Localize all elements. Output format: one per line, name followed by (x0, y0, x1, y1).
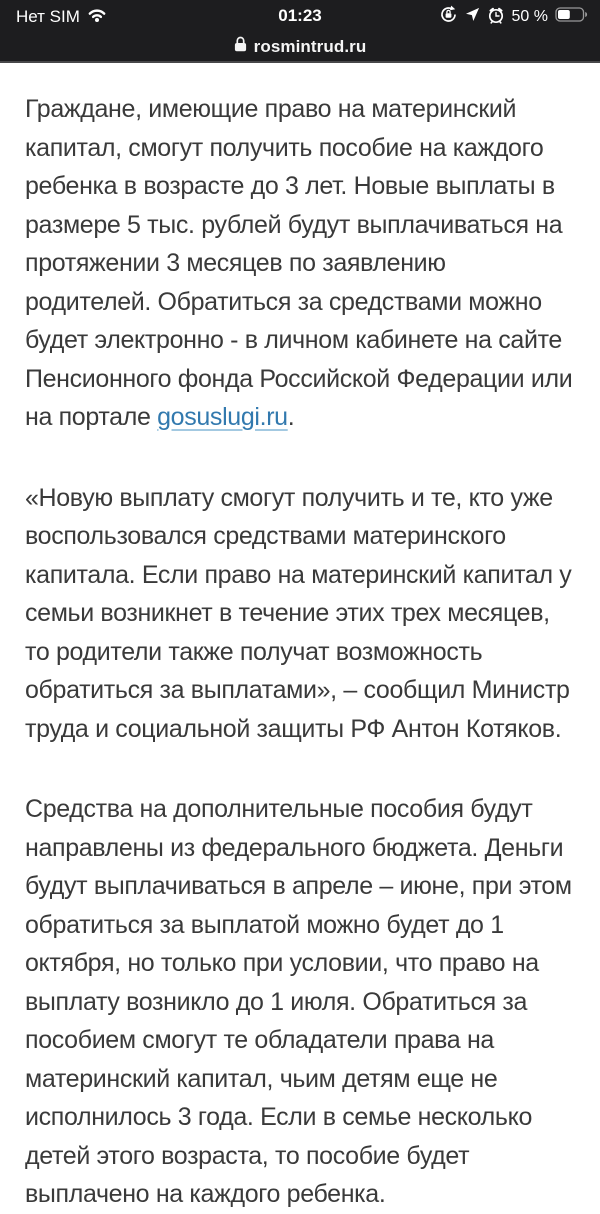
carrier-label: Нет SIM (16, 7, 80, 26)
battery-icon (555, 7, 588, 27)
paragraph-1-period: . (287, 403, 295, 431)
paragraph-2: «Новую выплату смогут получить и те, кто уже воспользовался средствами материнского капитала. Если право на материнский капитал у семьи возникнет в течение этих трех месяцев, то родители также получат возможность обратиться за выплатами», – сообщил Министр труда и социальной защиты РФ Антон Котяков. (25, 483, 572, 743)
status-bar (0, 0, 600, 32)
clock: 01:23 (278, 6, 322, 25)
alarm-clock-icon (487, 6, 505, 29)
wifi-icon (87, 7, 107, 27)
gosuslugi-link[interactable]: gosuslugi.ru (157, 403, 288, 431)
url-domain: rosmintrud.ru (253, 36, 367, 56)
location-arrow-icon (465, 7, 480, 27)
article-content (0, 63, 600, 1214)
paragraph-1 (25, 90, 578, 437)
url-bar[interactable] (0, 32, 600, 61)
lock-icon (234, 36, 247, 57)
top-dark-bar (0, 0, 600, 63)
rotation-lock-icon (439, 5, 458, 29)
paragraph-3: Средства на дополнительные пособия будут направлены из федерального бюджета. Деньги будут выплачиваться в апреле – июне, при этом обратиться за выплатой можно будет до 1 октября, но только при условии, что право на выплату возникло до 1 июля. Обратиться за пособием смогут те обладатели права на материнский капитал, чьим детям еще не исполнилось 3 года. Если в семье несколько детей этого возраста, то пособие будет выплачено на каждого ребенка. (25, 795, 572, 1208)
paragraph-1-text: Граждане, имеющие право на материнский капитал, смогут получить пособие на каждого ребенка в возрасте до 3 лет. Новые выплаты в размере 5 тыс. рублей будут выплачиваться на протяжении 3 месяцев по заявлению родителей. Обратиться за средствами можно будет электронно - в личном кабинете на сайте Пенсионного фонда Российской Федерации или на портале (25, 95, 573, 431)
battery-percent: 50 % (511, 8, 548, 25)
